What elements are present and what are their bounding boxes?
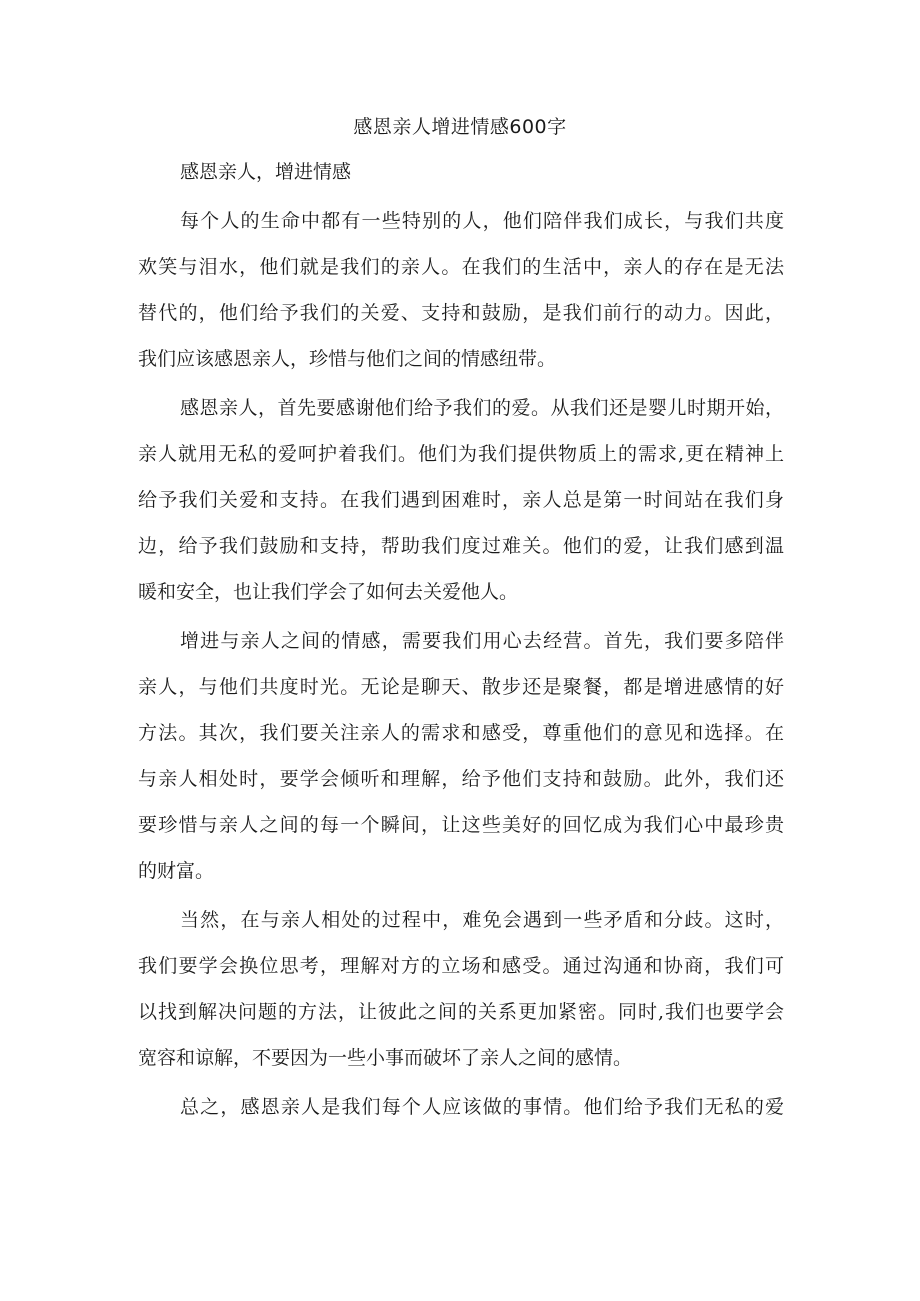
paragraph-line: 增进与亲人之间的情感，需要我们用心去经营。首先，我们要多陪伴 — [180, 630, 784, 652]
paragraph-line: 给予我们关爱和支持。在我们遇到困难时，亲人总是第一时间站在我们身 — [138, 489, 784, 511]
paragraph-line: 边，给予我们鼓励和支持，帮助我们度过难关。他们的爱，让我们感到温 — [138, 535, 784, 557]
paragraph-line: 每个人的生命中都有一些特别的人，他们陪伴我们成长，与我们共度 — [180, 210, 784, 232]
paragraph-line: 亲人，与他们共度时光。无论是聊天、散步还是聚餐，都是增进感情的好 — [138, 676, 784, 698]
paragraph-line: 与亲人相处时，要学会倾听和理解，给予他们支持和鼓励。此外，我们还 — [138, 768, 784, 790]
paragraph-line: 方法。其次，我们要关注亲人的需求和感受，尊重他们的意见和选择。在 — [138, 722, 784, 744]
paragraph-line: 替代的，他们给予我们的关爱、支持和鼓励，是我们前行的动力。因此， — [138, 302, 784, 324]
paragraph-line: 以找到解决问题的方法，让彼此之间的关系更加紧密。同时,我们也要学会 — [138, 1001, 784, 1023]
paragraph-line: 亲人就用无私的爱呵护着我们。他们为我们提供物质上的需求,更在精神上 — [138, 443, 784, 465]
paragraph-line: 总之，感恩亲人是我们每个人应该做的事情。他们给予我们无私的爱 — [180, 1096, 784, 1118]
paragraph-line: 我们要学会换位思考，理解对方的立场和感受。通过沟通和协商，我们可 — [138, 955, 784, 977]
paragraph-line: 我们应该感恩亲人，珍惜与他们之间的情感纽带。 — [138, 348, 557, 370]
paragraph-line: 暖和安全，也让我们学会了如何去关爱他人。 — [138, 581, 519, 603]
document-title: 感恩亲人增进情感600字 — [353, 116, 567, 138]
document-subtitle: 感恩亲人，增进情感 — [180, 161, 352, 183]
paragraph-line: 宽容和谅解，不要因为一些小事而破坏了亲人之间的感情。 — [138, 1047, 633, 1069]
paragraph-line: 当然，在与亲人相处的过程中，难免会遇到一些矛盾和分歧。这时， — [180, 909, 784, 931]
paragraph-line: 感恩亲人，首先要感谢他们给予我们的爱。从我们还是婴儿时期开始， — [180, 397, 784, 419]
paragraph-line: 的财富。 — [138, 860, 215, 882]
paragraph-line: 欢笑与泪水，他们就是我们的亲人。在我们的生活中，亲人的存在是无法 — [138, 256, 784, 278]
paragraph-line: 要珍惜与亲人之间的每一个瞬间，让这些美好的回忆成为我们心中最珍贵 — [138, 814, 784, 836]
